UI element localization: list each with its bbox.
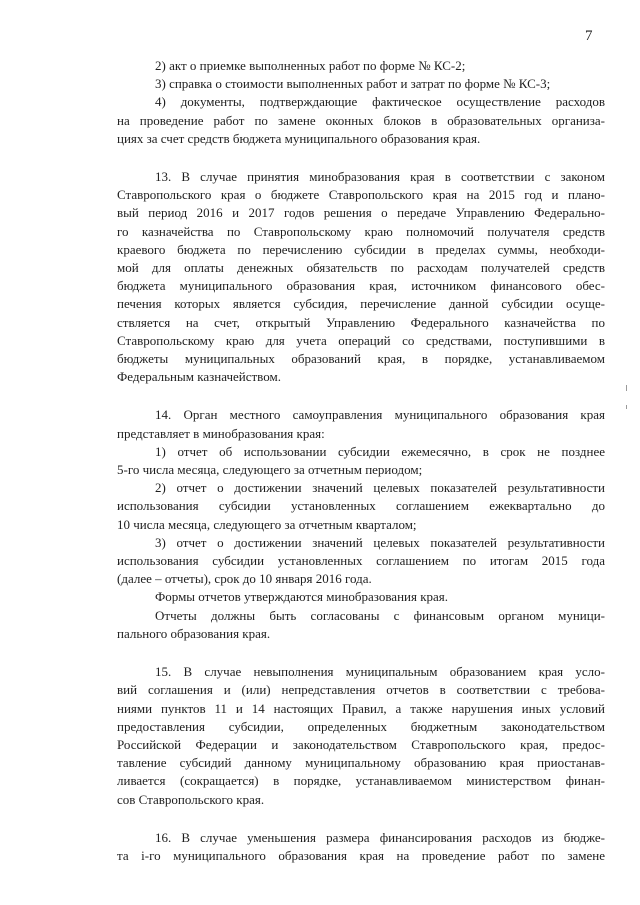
text-line: го казначейства по Ставропольскому краю полномочий получателя средств (117, 223, 605, 239)
text-line: предоставления субсидии, определенных бюджетным законодательством (117, 718, 605, 734)
text-line: 1) отчет об использовании субсидии ежемесячно, в срок не позднее (155, 443, 605, 459)
text-line: 16. В случае уменьшения размера финансирования расходов из бюдже- (155, 829, 605, 845)
document-body (117, 57, 605, 865)
text-line: 15. В случае невыполнения муниципальным образованием края усло- (155, 664, 605, 680)
text-line: 3) справка о стоимости выполненных работ и затрат по форме № КС-3; (155, 76, 551, 92)
text-line: Отчеты должны быть согласованы с финансовым органом муници- (155, 607, 605, 623)
text-line: 3) отчет о достижении значений целевых показателей результативности (155, 534, 605, 550)
text-line: 5-го числа месяца, следующего за отчетным периодом; (117, 462, 423, 478)
text-line: Ставропольского края о бюджете Ставропольского края на 2015 год и плано- (117, 187, 605, 203)
text-line: бюджета муниципального образования края, источником финансового обес- (117, 278, 605, 294)
text-line: бюджеты муниципальных образований края, в порядке, устанавливаемом (117, 351, 605, 367)
text-line: печения которых является субсидия, перечисление данной субсидии осуще- (117, 296, 605, 312)
text-line: 4) документы, подтверждающие фактическое осуществление расходов (155, 94, 605, 110)
text-line: 13. В случае принятия минобразования края в соответствии с законом (155, 169, 605, 185)
text-line: 10 числа месяца, следующего за отчетным кварталом; (117, 516, 417, 532)
paragraph-15 (117, 663, 605, 809)
text-line: та i-го муниципального образования края на проведение работ по замене (117, 847, 605, 863)
text-line: Ставропольскому краю для учета операций со средствами, поступившими в (117, 332, 605, 348)
text-line: вий соглашения и (или) непредставления отчетов в соответствии с требова- (117, 682, 605, 698)
text-line: Формы отчетов утверждаются минобразования края. (155, 589, 449, 605)
text-line: Российской Федерации и законодательством Ставропольского края, предос- (117, 736, 605, 752)
text-line: (далее – отчеты), срок до 10 января 2016 года. (117, 571, 372, 587)
text-line: краевого бюджета по перечислению субсидии в пределах суммы, необходи- (117, 241, 605, 257)
text-line: сов Ставропольского края. (117, 791, 265, 807)
text-line: тавление субсидий данному муниципальному образованию края приостанав- (117, 755, 605, 771)
text-line: 14. Орган местного самоуправления муниципального образования края (155, 407, 605, 423)
text-line: ниями пунктов 11 и 14 настоящих Правил, а также нарушения иных условий (117, 700, 605, 716)
text-line: циях за счет средств бюджета муниципального образования края. (117, 130, 481, 146)
text-line: 2) акт о приемке выполненных работ по форме № КС-2; (155, 58, 466, 73)
text-line: 2) отчет о достижении значений целевых показателей результативности (155, 480, 605, 496)
text-line: вый период 2016 и 2017 годов решения о передаче Управлению Федерально- (117, 205, 605, 221)
scan-mark-bottom (626, 405, 627, 409)
text-line: Федеральным казначейством. (117, 369, 281, 385)
list-item-4 (117, 93, 605, 148)
text-line: использования субсидии установленных соглашением ежеквартально до (117, 498, 605, 514)
paragraph-14 (117, 406, 605, 643)
paragraph-13 (117, 168, 605, 386)
scan-mark-top (626, 385, 627, 391)
text-line: на проведение работ по замене оконных блоков в образовательных организа- (117, 112, 605, 128)
text-line: ливается (сокращается) в порядке, устанавливаемом министерством финан- (117, 773, 605, 789)
page-number: 7 (585, 28, 593, 44)
text-line: пального образования края. (117, 625, 271, 641)
text-line: ствляется на счет, открытый Управлению Федерального казначейства по (117, 314, 605, 330)
paragraph-16 (117, 829, 605, 865)
list-tail (117, 57, 605, 93)
text-line: использования субсидии установленных соглашением по итогам 2015 года (117, 553, 605, 569)
text-line: мой для оплаты денежных обязательств по расходам получателей средств (117, 260, 605, 276)
text-line: представляет в минобразования края: (117, 425, 325, 441)
